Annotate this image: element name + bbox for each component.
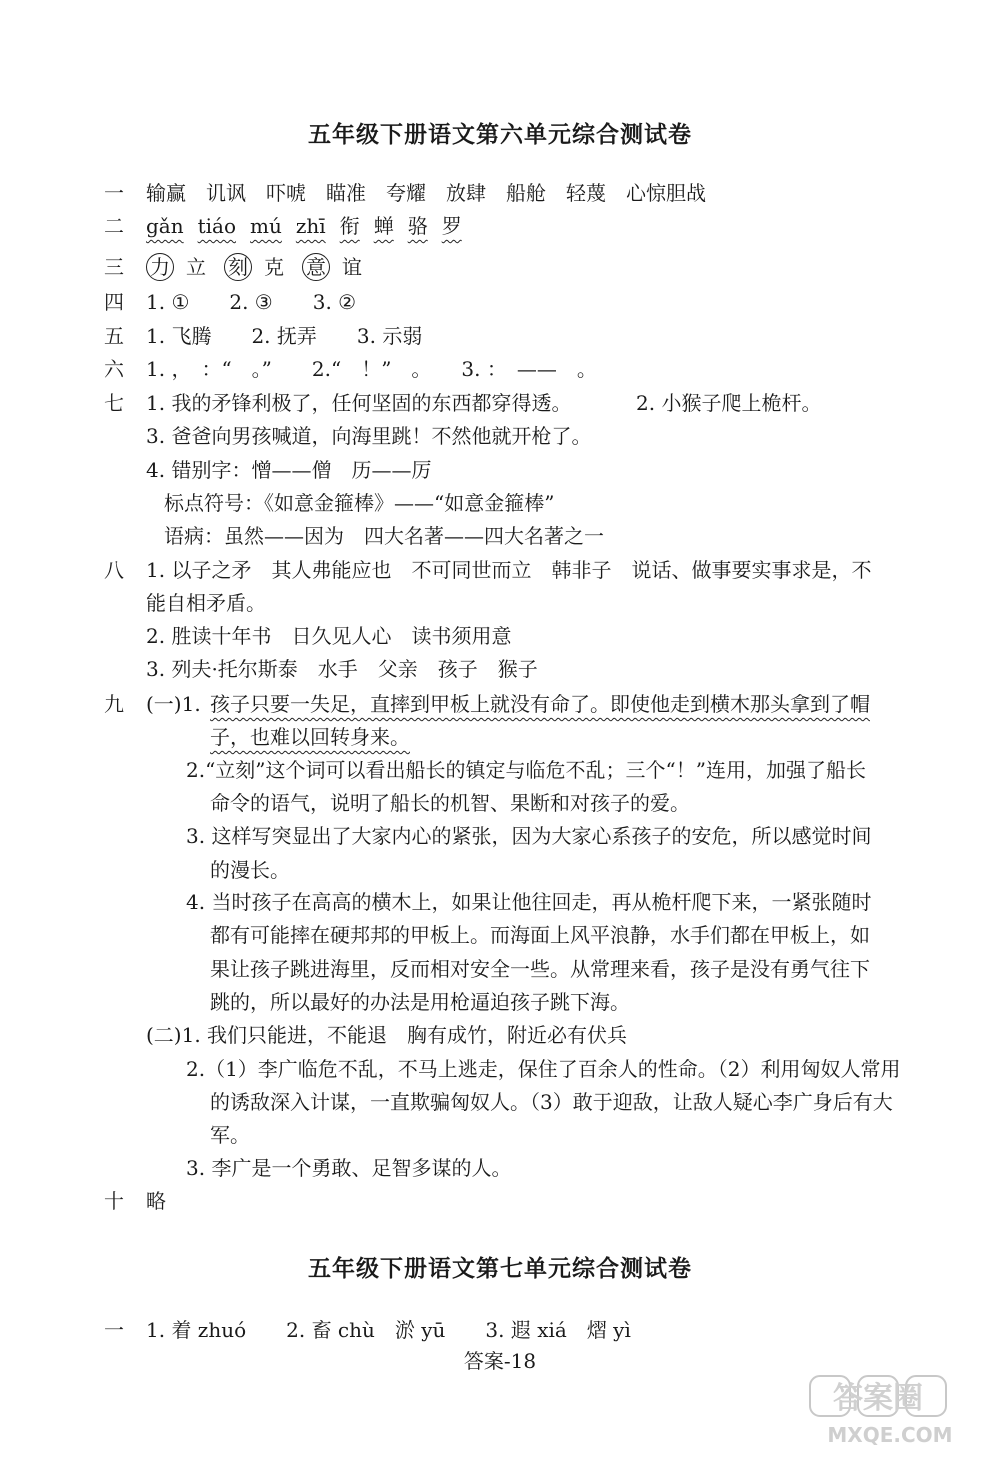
- q3-circled-char: 意: [302, 253, 330, 281]
- q9-part1-line-a: 孩子只要一失足，直摔到甲板上就没有命了。即使他走到横木那头拿到了帽: [210, 692, 870, 716]
- q1-word: 讥讽: [206, 181, 246, 205]
- q3-char: 谊: [342, 255, 362, 279]
- q9-number: 九: [104, 692, 124, 716]
- q2-item: zhī: [295, 214, 326, 238]
- q9-part1-line-b: 子，也难以回转身来。: [210, 725, 410, 749]
- q1-words: [146, 179, 726, 207]
- q4-answer: 1. ① 2. ③ 3. ②: [146, 290, 357, 314]
- q5-number: 五: [104, 324, 124, 348]
- q1-number: 一: [104, 181, 124, 205]
- q9-p6-b: 的诱敌深入计谋，一直欺骗匈奴人。（3）敢于迎敌，让敌人疑心李广身后有大: [210, 1090, 893, 1114]
- q8-line2: 能自相矛盾。: [146, 591, 266, 615]
- q9-p6-a: 2.（1）李广临危不乱，不马上逃走，保住了百余人的性命。（2）利用匈奴人常用: [186, 1057, 901, 1081]
- q4-number: 四: [104, 290, 124, 314]
- q7-number: 七: [104, 391, 124, 415]
- q1-word: 船舱: [506, 181, 546, 205]
- q1-word: 瞄准: [326, 181, 366, 205]
- q1-word: 轻蔑: [566, 181, 606, 205]
- q8-number: 八: [104, 558, 124, 582]
- q2-item: 罗: [441, 214, 462, 238]
- page-footer: 答案-18: [463, 1349, 537, 1373]
- u7-q1-answer: 1. 着 zhuó 2. 畜 chù 淤 yū 3. 遐 xiá 熠 yì: [146, 1318, 631, 1342]
- watermark-url: MXQE.COM: [827, 1423, 953, 1447]
- q9-p6-c: 军。: [210, 1123, 250, 1147]
- q7-line5: 语病：虽然——因为 四大名著——四大名著之一: [164, 524, 604, 548]
- q8-line1: 1. 以子之矛 其人弗能应也 不可同世而立 韩非子 说话、做事要实事求是，不: [146, 558, 872, 582]
- q9-part2-line1: (二)1. 我们只能进，不能退 胸有成竹，附近必有伏兵: [146, 1023, 628, 1047]
- q9-p2-b: 命令的语气，说明了船长的机智、果断和对孩子的爱。: [210, 791, 690, 815]
- unit7-title: 五年级下册语文第七单元综合测试卷: [308, 1256, 692, 1282]
- q2-number: 二: [104, 214, 124, 238]
- q8-line3: 2. 胜读十年书 日久见人心 读书须用意: [146, 624, 512, 648]
- q9-p2-a: 2.“立刻”这个词可以看出船长的镇定与临危不乱；三个“！”连用，加强了船长: [186, 758, 866, 782]
- q3-circled-char: 刻: [224, 253, 252, 281]
- q3-char: 克: [264, 255, 284, 279]
- q2-item: 骆: [407, 214, 428, 238]
- q7-line1: 1. 我的矛锋利极了，任何坚固的东西都穿得透。: [146, 391, 572, 415]
- q2-item: 衔: [339, 214, 360, 238]
- q8-line4: 3. 列夫·托尔斯泰 水手 父亲 孩子 猴子: [146, 657, 538, 681]
- q2-items: [146, 212, 476, 240]
- q3-circled-char: 力: [146, 253, 174, 281]
- q9-part1-prefix: (一)1.: [146, 692, 201, 716]
- q7-line4: 标点符号：《如意金箍棒》——“如意金箍棒”: [164, 491, 555, 515]
- q9-p3-a: 3. 这样写突显出了大家内心的紧张，因为大家心系孩子的安危，所以感觉时间: [186, 824, 872, 848]
- q1-word: 心惊胆战: [626, 181, 706, 205]
- q7-line1b: 2. 小猴子爬上桅杆。: [636, 391, 822, 415]
- q3-number: 三: [104, 255, 124, 279]
- q6-answer: 1. ， ：“ 。” 2.“ ！” 。 3. ： —— 。: [146, 357, 597, 381]
- q1-word: 输赢: [146, 181, 186, 205]
- q1-word: 吓唬: [266, 181, 306, 205]
- q2-item: gǎn: [146, 214, 184, 238]
- q2-item: mú: [250, 214, 282, 238]
- q9-p3-b: 的漫长。: [210, 858, 290, 882]
- watermark-text: 答案圈: [833, 1381, 923, 1416]
- unit6-title: 五年级下册语文第六单元综合测试卷: [308, 122, 692, 148]
- q9-p4-c: 果让孩子跳进海里，反而相对安全一些。从常理来看，孩子是没有勇气往下: [210, 957, 870, 981]
- q7-line3: 4. 错别字：憎——僧 历——厉: [146, 458, 432, 482]
- q1-word: 放肆: [446, 181, 486, 205]
- q10-answer: 略: [146, 1189, 166, 1213]
- q5-answer: 1. 飞腾 2. 抚弄 3. 示弱: [146, 324, 423, 348]
- u7-q1-number: 一: [104, 1318, 124, 1342]
- watermark-logo: [790, 1370, 990, 1450]
- q9-p7: 3. 李广是一个勇敢、足智多谋的人。: [186, 1156, 512, 1180]
- q9-p4-b: 都有可能摔在硬邦邦的甲板上。而海面上风平浪静，水手们都在甲板上，如: [210, 923, 870, 947]
- q2-item: tiáo: [197, 214, 237, 238]
- q7-line2: 3. 爸爸向男孩喊道，向海里跳！不然他就开枪了。: [146, 424, 592, 448]
- q2-item: 蝉: [373, 214, 394, 238]
- q9-p4-d: 跳的，所以最好的办法是用枪逼迫孩子跳下海。: [210, 990, 630, 1014]
- q6-number: 六: [104, 357, 124, 381]
- q3-char: 立: [186, 255, 206, 279]
- q10-number: 十: [104, 1189, 124, 1213]
- q3-chars: [146, 253, 380, 281]
- q1-word: 夸耀: [386, 181, 426, 205]
- q9-p4-a: 4. 当时孩子在高高的横木上，如果让他往回走，再从桅杆爬下来，一紧张随时: [186, 890, 872, 914]
